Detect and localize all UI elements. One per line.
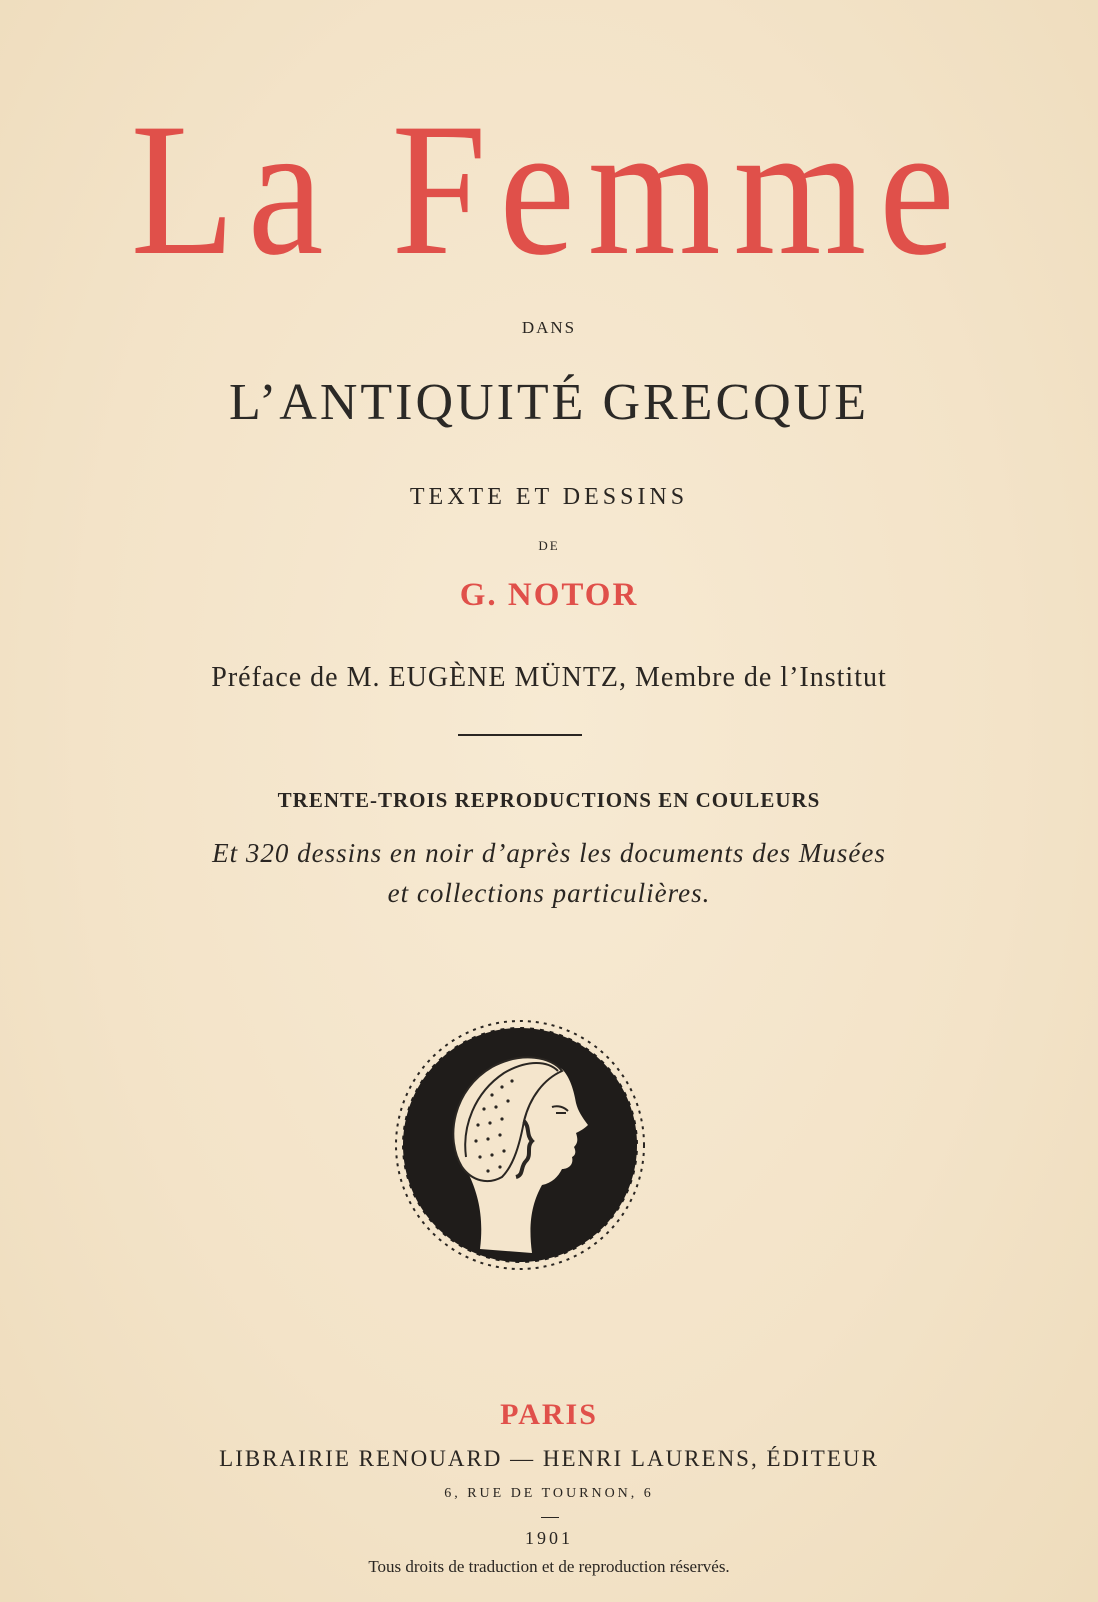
de-label: DE — [538, 538, 560, 553]
publication-year: 1901 — [525, 1528, 573, 1548]
color-reproductions-note: TRENTE-TROIS REPRODUCTIONS EN COULEURS — [277, 788, 821, 812]
publisher-address: 6, RUE DE TOURNON, 6 — [444, 1486, 654, 1501]
divider-rule — [458, 734, 582, 736]
drawings-note-line-1: Et 320 dessins en noir d’après les documents des Musées — [212, 838, 886, 868]
publisher-line: LIBRAIRIE RENOUARD — HENRI LAURENS, ÉDITEUR — [219, 1446, 879, 1471]
greek-woman-profile-medallion-icon — [392, 1017, 648, 1273]
publication-place: PARIS — [500, 1398, 598, 1431]
book-subtitle: L’ANTIQUITÉ GRECQUE — [229, 374, 869, 431]
short-divider — [541, 1517, 559, 1518]
preface-credit: Préface de M. EUGÈNE MÜNTZ, Membre de l’Institut — [211, 662, 887, 693]
texte-et-dessins-label: TEXTE ET DESSINS — [409, 484, 689, 510]
rights-notice: Tous droits de traduction et de reproduction réservés. — [368, 1557, 730, 1576]
dans-label: DANS — [521, 318, 577, 337]
author-name: G. NOTOR — [459, 577, 639, 613]
drawings-note-line-2: et collections particulières. — [387, 878, 711, 908]
book-title: La Femme — [130, 85, 968, 295]
